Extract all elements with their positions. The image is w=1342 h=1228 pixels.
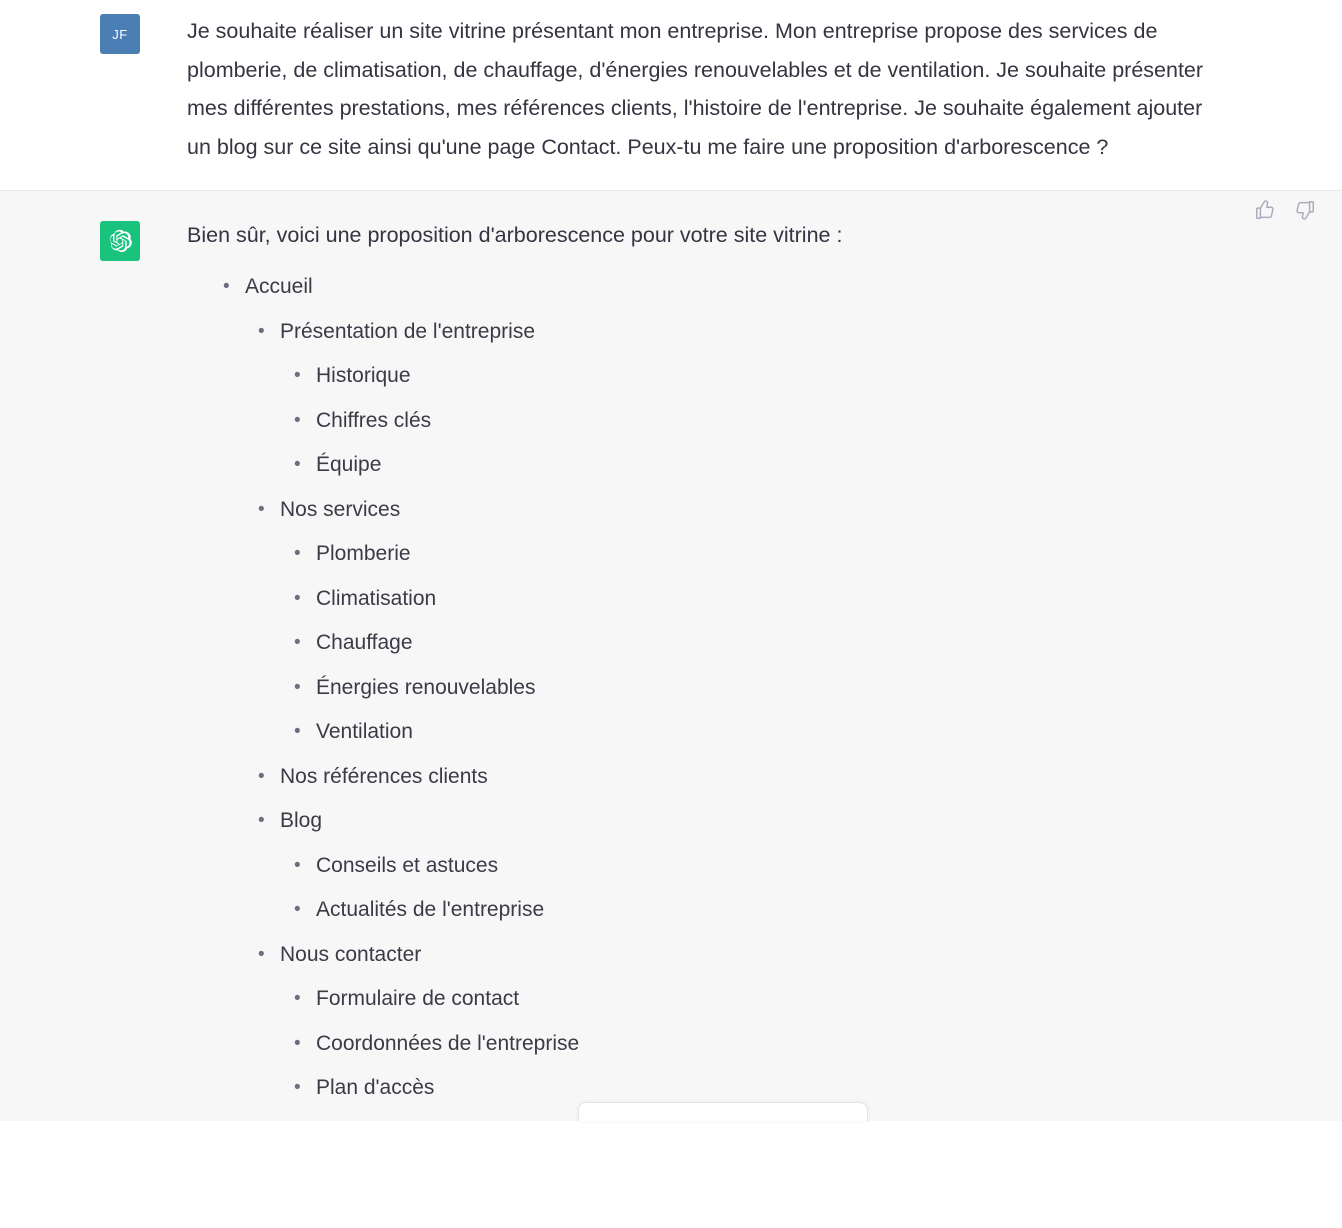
sitemap-tree: [187, 265, 1227, 1111]
tree-node-label: Nos références clients: [280, 764, 488, 788]
tree-node-label: Chiffres clés: [316, 408, 432, 432]
tree-node-label: Plomberie: [316, 542, 411, 565]
tree-node-label: Ventilation: [316, 720, 413, 743]
bullet-icon: •: [258, 765, 265, 787]
tree-node-label: Chauffage: [316, 631, 413, 654]
list-item: [258, 933, 1227, 1111]
thumbs-down-icon[interactable]: [1294, 199, 1316, 221]
tree-node-label: Conseils et astuces: [316, 853, 499, 877]
tree-node-label: Historique: [316, 364, 411, 387]
bullet-icon: •: [294, 587, 301, 609]
tree-node-label: Coordonnées de l'entreprise: [316, 1031, 580, 1055]
tree-node-label: Formulaire de contact: [316, 987, 520, 1010]
tree-node-label: Nos services: [280, 497, 401, 521]
bullet-icon: •: [258, 498, 265, 520]
sitemap-subtree: [280, 532, 1227, 755]
bullet-icon: •: [294, 899, 301, 920]
bullet-icon: •: [294, 632, 301, 653]
list-item: [294, 977, 1227, 1022]
bullet-icon: •: [258, 810, 265, 831]
list-item: [294, 621, 1227, 666]
bullet-icon: •: [258, 320, 265, 342]
bullet-icon: •: [294, 676, 301, 698]
tree-node-label: Équipe: [316, 453, 382, 476]
message-composer[interactable]: [578, 1102, 868, 1121]
avatar: JF: [100, 14, 140, 54]
list-item: [294, 443, 1227, 488]
list-item: [294, 844, 1227, 889]
assistant-intro-text: Bien sûr, voici une proposition d'arborescence pour votre site vitrine :: [187, 223, 843, 247]
thumbs-up-icon[interactable]: [1254, 199, 1276, 221]
list-item: [258, 755, 1227, 800]
list-item: [294, 399, 1227, 444]
tree-node-label: Blog: [280, 809, 323, 832]
sitemap-subtree: [280, 977, 1227, 1111]
list-item: [294, 666, 1227, 711]
user-message-text: Je souhaite réaliser un site vitrine présentant mon entreprise. Mon entreprise propose des services de plomberie, de climatisation, de chauffage, d'énergies renouvelables et de ventilation. Je souhaite présenter mes différentes prestations, mes références clients, l'histoire de l'entreprise. Je souhaite également ajouter un blog sur ce site ainsi qu'une page Contact. Peux-tu me faire une proposition d'arborescence ?: [187, 19, 1204, 159]
bullet-icon: •: [294, 543, 301, 564]
bullet-icon: •: [294, 721, 301, 742]
list-item: [258, 310, 1227, 488]
tree-node-label: Actualités de l'entreprise: [316, 898, 545, 921]
list-item: [294, 577, 1227, 622]
list-item: [294, 532, 1227, 577]
list-item: [223, 265, 1227, 1111]
list-item: [258, 799, 1227, 933]
bullet-icon: •: [294, 365, 301, 386]
bullet-icon: •: [294, 854, 301, 876]
user-message-turn: [0, 0, 1342, 190]
list-item: [294, 354, 1227, 399]
assistant-message-turn: [0, 190, 1342, 1121]
bullet-icon: •: [294, 409, 301, 431]
tree-node-label: Nous contacter: [280, 942, 422, 966]
sitemap-subtree: [245, 310, 1227, 1111]
bullet-icon: •: [294, 454, 301, 475]
bullet-icon: •: [294, 1077, 301, 1098]
list-item: [258, 488, 1227, 755]
tree-node-label: Plan d'accès: [316, 1076, 435, 1099]
list-item: [294, 710, 1227, 755]
bullet-icon: •: [294, 988, 301, 1009]
tree-node-label: Présentation de l'entreprise: [280, 319, 535, 343]
tree-node-label: Climatisation: [316, 586, 437, 610]
feedback-actions: [1254, 199, 1316, 221]
tree-node-label: Énergies renouvelables: [316, 675, 536, 699]
bullet-icon: •: [223, 276, 230, 297]
openai-logo-icon: [100, 221, 140, 261]
bullet-icon: •: [294, 1032, 301, 1054]
sitemap-subtree: [280, 844, 1227, 933]
tree-node-label: Accueil: [245, 275, 313, 298]
bullet-icon: •: [258, 943, 265, 965]
list-item: [294, 888, 1227, 933]
list-item: [294, 1022, 1227, 1067]
sitemap-subtree: [280, 354, 1227, 488]
